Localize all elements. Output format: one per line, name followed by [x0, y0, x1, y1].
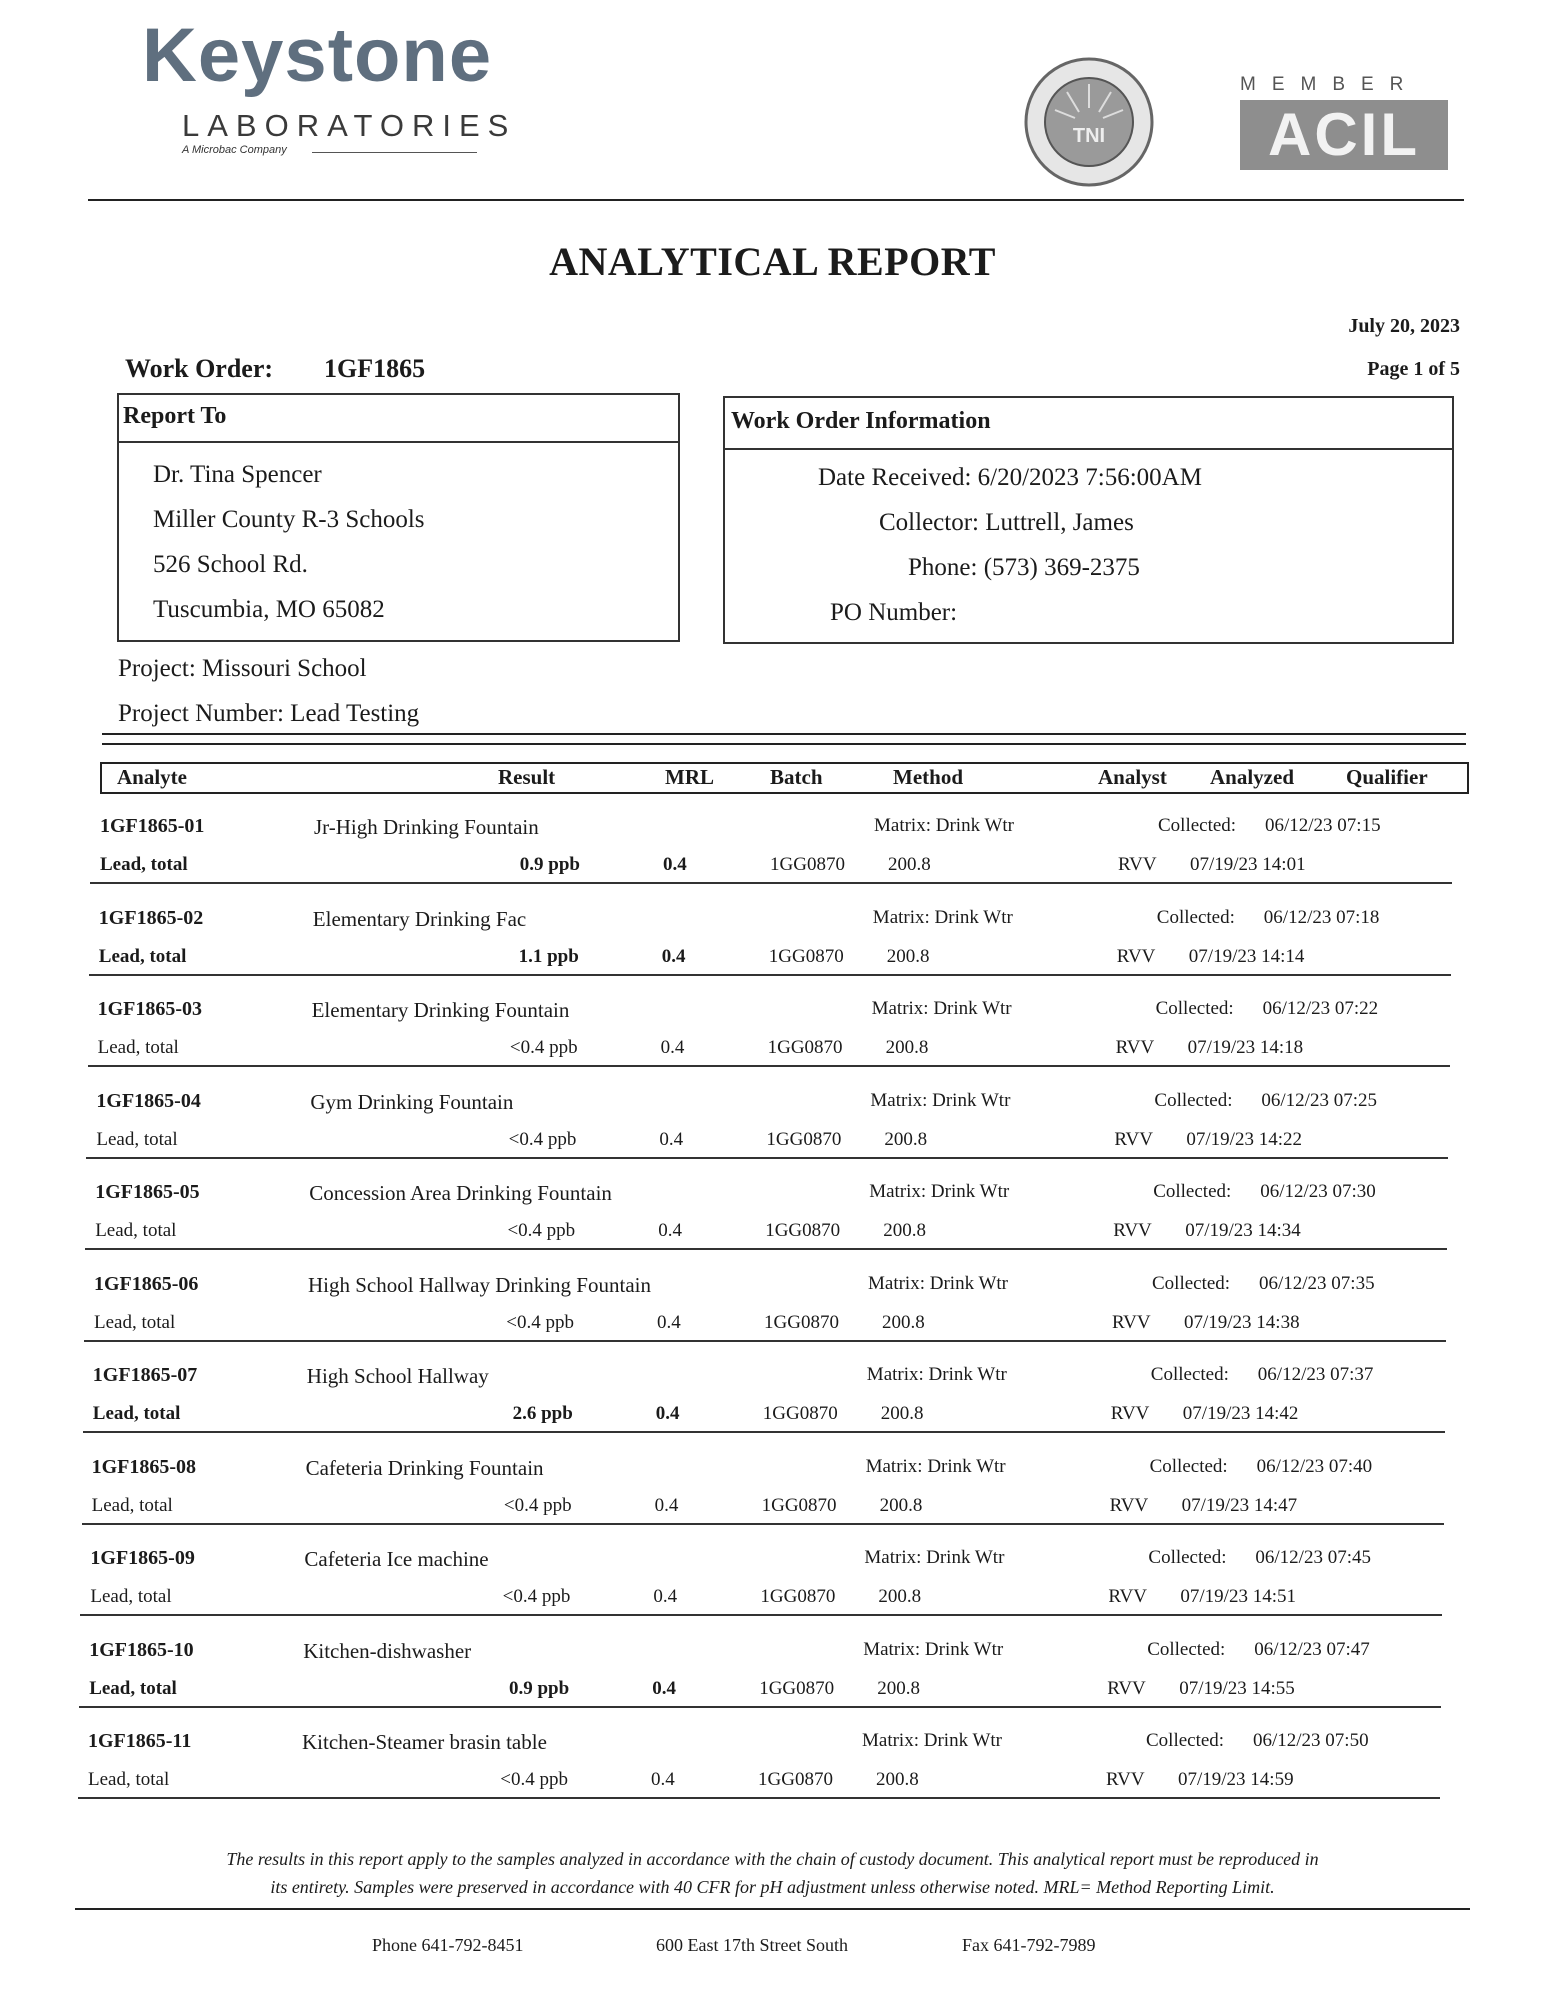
- col-header-method: Method: [893, 765, 963, 789]
- collected-datetime: 06/12/23 07:22: [1262, 998, 1379, 1019]
- sample-name: Concession Area Drinking Fountain: [309, 1181, 612, 1205]
- analyte-name: Lead, total: [96, 1128, 178, 1150]
- analyzed-datetime: 07/19/23 14:55: [1179, 1677, 1295, 1699]
- sample-name: Kitchen-Steamer brasin table: [302, 1730, 547, 1754]
- report-title: ANALYTICAL REPORT: [549, 239, 996, 284]
- row-divider: [79, 1706, 1441, 1708]
- sample-name: High School Hallway Drinking Fountain: [308, 1272, 651, 1297]
- analyzed-datetime: 07/19/23 14:01: [1190, 854, 1306, 875]
- work-order-info-header: [725, 398, 1452, 450]
- sample-matrix: Matrix: Drink Wtr: [872, 906, 1013, 928]
- sample-matrix: Matrix: Drink Wtr: [862, 1730, 1003, 1751]
- analyte-name: Lead, total: [90, 1586, 172, 1607]
- batch-id: 1GG0870: [766, 1128, 842, 1150]
- result-value: <0.4 ppb: [506, 1311, 574, 1333]
- analyte-name: Lead, total: [94, 1311, 176, 1333]
- company-logo-wordmark: Keystone: [142, 13, 493, 98]
- method-code: 200.8: [876, 1769, 919, 1790]
- sample-id: 1GF1865-10: [89, 1638, 194, 1661]
- collected-datetime: 06/12/23 07:40: [1256, 1455, 1373, 1477]
- mrl-value: 0.4: [655, 1403, 680, 1424]
- collected-label: Collected:: [1152, 1272, 1231, 1294]
- sample-name: Gym Drinking Fountain: [310, 1089, 514, 1114]
- mrl-value: 0.4: [654, 1494, 679, 1516]
- row-divider: [88, 1065, 1450, 1067]
- seal-center-text: TNI: [1072, 125, 1106, 147]
- footer-phone: Phone 641-792-8451: [372, 1935, 524, 1955]
- analyzed-datetime: 07/19/23 14:38: [1184, 1311, 1300, 1333]
- row-divider: [84, 1340, 1446, 1342]
- method-code: 200.8: [884, 1128, 928, 1150]
- result-value: <0.4 ppb: [509, 1037, 578, 1058]
- mrl-value: 0.4: [653, 1586, 678, 1607]
- analyst-initials: RVV: [1106, 1769, 1145, 1790]
- report-date: July 20, 2023: [1348, 315, 1460, 337]
- sample-matrix: Matrix: Drink Wtr: [864, 1547, 1005, 1568]
- analyst-initials: RVV: [1113, 1220, 1152, 1241]
- work-order-number: 1GF1865: [324, 354, 426, 383]
- collected-datetime: 06/12/23 07:15: [1265, 815, 1381, 836]
- acil-member-label: MEMBER: [1240, 74, 1420, 95]
- batch-id: 1GG0870: [765, 1220, 841, 1241]
- analyzed-datetime: 07/19/23 14:14: [1188, 945, 1305, 967]
- batch-id: 1GG0870: [768, 945, 844, 967]
- col-header-mrl: MRL: [665, 765, 714, 789]
- sample-id: 1GF1865-01: [100, 815, 205, 837]
- collected-label: Collected:: [1147, 1638, 1226, 1660]
- result-value: 0.9 ppb: [519, 854, 580, 875]
- batch-id: 1GG0870: [762, 1403, 838, 1424]
- sample-id: 1GF1865-11: [88, 1730, 192, 1752]
- report-to-heading: Report To: [123, 403, 227, 429]
- result-value: <0.4 ppb: [502, 1586, 571, 1607]
- work-order-label: Work Order:: [125, 354, 274, 383]
- report-to-city: Tuscumbia, MO 65082: [153, 596, 385, 623]
- analyte-name: Lead, total: [89, 1677, 177, 1699]
- analyst-initials: RVV: [1109, 1494, 1149, 1516]
- method-code: 200.8: [882, 1311, 925, 1333]
- batch-id: 1GG0870: [761, 1494, 837, 1516]
- sample-id: 1GF1865-02: [98, 906, 204, 929]
- result-value: 2.6 ppb: [512, 1403, 573, 1424]
- sample-name: Elementary Drinking Fountain: [311, 998, 570, 1022]
- sample-matrix: Matrix: Drink Wtr: [863, 1638, 1004, 1660]
- batch-id: 1GG0870: [760, 1586, 836, 1607]
- mrl-value: 0.4: [659, 1128, 684, 1150]
- analyte-name: Lead, total: [98, 945, 187, 967]
- mrl-value: 0.4: [663, 854, 687, 875]
- sample-id: 1GF1865-03: [97, 998, 203, 1020]
- analyte-name: Lead, total: [91, 1494, 173, 1516]
- table-top-rule-1: [102, 733, 1466, 735]
- date-received: Date Received: 6/20/2023 7:56:00AM: [818, 464, 1202, 491]
- sample-matrix: Matrix: Drink Wtr: [870, 1089, 1011, 1111]
- result-value: <0.4 ppb: [508, 1128, 577, 1150]
- mrl-value: 0.4: [661, 945, 686, 967]
- batch-id: 1GG0870: [758, 1769, 833, 1790]
- row-divider: [78, 1797, 1440, 1799]
- col-header-qualifier: Qualifier: [1346, 765, 1428, 789]
- sample-matrix: Matrix: Drink Wtr: [874, 815, 1015, 836]
- logo-divider: [312, 152, 477, 153]
- analyte-name: Lead, total: [95, 1220, 177, 1241]
- report-disclaimer: [140, 1845, 1405, 1901]
- project-number: Project Number: Lead Testing: [118, 700, 420, 727]
- col-header-analyzed: Analyzed: [1210, 765, 1294, 789]
- analyzed-datetime: 07/19/23 14:59: [1178, 1769, 1294, 1790]
- mrl-value: 0.4: [651, 1769, 675, 1790]
- mrl-value: 0.4: [660, 1037, 685, 1058]
- analyzed-datetime: 07/19/23 14:22: [1186, 1128, 1302, 1150]
- result-value: <0.4 ppb: [507, 1220, 576, 1241]
- sample-name: Cafeteria Ice machine: [304, 1547, 489, 1571]
- collected-datetime: 06/12/23 07:37: [1257, 1364, 1374, 1385]
- method-code: 200.8: [877, 1677, 920, 1699]
- report-to-organization: Miller County R-3 Schools: [153, 506, 425, 533]
- sample-id: 1GF1865-09: [90, 1547, 195, 1569]
- collected-label: Collected:: [1155, 998, 1234, 1019]
- header-rule: [88, 199, 1464, 201]
- disclaimer-line-2: its entirety. Samples were preserved in accordance with 40 CFR for pH adjustment unless otherwise noted. MRL= Method Reporting Limit.: [270, 1877, 1275, 1897]
- row-divider: [90, 882, 1452, 884]
- analyzed-datetime: 07/19/23 14:18: [1187, 1037, 1304, 1058]
- result-value: <0.4 ppb: [503, 1494, 572, 1516]
- collected-datetime: 06/12/23 07:50: [1253, 1730, 1369, 1751]
- method-code: 200.8: [879, 1494, 923, 1516]
- collected-label: Collected:: [1148, 1547, 1227, 1568]
- footer-rule: [75, 1908, 1470, 1910]
- collected-label: Collected:: [1146, 1730, 1225, 1751]
- row-divider: [80, 1614, 1442, 1616]
- sample-id: 1GF1865-06: [94, 1272, 199, 1295]
- sample-id: 1GF1865-05: [95, 1181, 200, 1203]
- result-value: 0.9 ppb: [508, 1677, 570, 1699]
- analyst-initials: RVV: [1114, 1128, 1153, 1150]
- sample-name: Kitchen-dishwasher: [303, 1638, 472, 1663]
- sample-matrix: Matrix: Drink Wtr: [871, 998, 1012, 1019]
- sample-name: Elementary Drinking Fac: [312, 906, 527, 931]
- collected-label: Collected:: [1150, 1364, 1229, 1385]
- table-top-rule-2: [102, 743, 1466, 745]
- sample-matrix: Matrix: Drink Wtr: [868, 1272, 1009, 1294]
- col-header-analyst: Analyst: [1098, 765, 1167, 789]
- report-to-street: 526 School Rd.: [153, 551, 308, 578]
- sample-id: 1GF1865-08: [91, 1455, 197, 1478]
- mrl-value: 0.4: [657, 1311, 681, 1333]
- sample-name: High School Hallway: [306, 1364, 489, 1388]
- collected-datetime: 06/12/23 07:35: [1259, 1272, 1375, 1294]
- collected-datetime: 06/12/23 07:45: [1255, 1547, 1371, 1568]
- method-code: 200.8: [888, 854, 931, 875]
- footer-address: 600 East 17th Street South: [656, 1935, 848, 1955]
- batch-id: 1GG0870: [764, 1311, 839, 1333]
- collected-datetime: 06/12/23 07:25: [1261, 1089, 1377, 1111]
- collected-label: Collected:: [1153, 1181, 1232, 1202]
- page-number: Page 1 of 5: [1367, 358, 1460, 380]
- mrl-value: 0.4: [658, 1220, 682, 1241]
- method-code: 200.8: [886, 945, 930, 967]
- report-to-box: [117, 393, 680, 642]
- analyst-initials: RVV: [1110, 1403, 1150, 1424]
- work-order-info-box: [723, 396, 1454, 644]
- disclaimer-line-1: The results in this report apply to the samples analyzed in accordance with the chain of custody document. This analytical report must be reproduced in: [226, 1849, 1319, 1869]
- analyst-initials: RVV: [1116, 945, 1156, 967]
- analyzed-datetime: 07/19/23 14:34: [1185, 1220, 1301, 1241]
- analyst-initials: RVV: [1115, 1037, 1155, 1058]
- row-divider: [86, 1157, 1448, 1159]
- method-code: 200.8: [883, 1220, 926, 1241]
- collected-label: Collected:: [1158, 815, 1237, 836]
- analyst-initials: RVV: [1112, 1311, 1151, 1333]
- report-to-name: Dr. Tina Spencer: [153, 461, 322, 488]
- po-number: PO Number:: [830, 599, 958, 626]
- collected-datetime: 06/12/23 07:30: [1260, 1181, 1376, 1202]
- analyzed-datetime: 07/19/23 14:51: [1180, 1586, 1296, 1607]
- collected-datetime: 06/12/23 07:18: [1263, 906, 1380, 928]
- nelap-accreditation-seal: [1023, 56, 1155, 188]
- collected-label: Collected:: [1149, 1455, 1228, 1477]
- collector-phone: Phone: (573) 369-2375: [908, 554, 1140, 581]
- analyst-initials: RVV: [1107, 1677, 1146, 1699]
- result-value: <0.4 ppb: [500, 1769, 568, 1790]
- company-logo-laboratories: LABORATORIES: [182, 108, 517, 143]
- project-name: Project: Missouri School: [118, 655, 367, 682]
- work-order-info-heading: Work Order Information: [731, 408, 991, 434]
- sample-id: 1GF1865-07: [92, 1364, 198, 1386]
- sample-name: Jr-High Drinking Fountain: [314, 815, 539, 839]
- analyte-name: Lead, total: [88, 1769, 170, 1790]
- acil-logo: ACIL: [1240, 100, 1448, 170]
- result-value: 1.1 ppb: [518, 945, 579, 967]
- batch-id: 1GG0870: [767, 1037, 843, 1058]
- sample-id: 1GF1865-04: [96, 1089, 201, 1112]
- col-header-analyte: Analyte: [117, 765, 187, 789]
- analyst-initials: RVV: [1108, 1586, 1147, 1607]
- report-to-header: [119, 395, 678, 443]
- row-divider: [85, 1248, 1447, 1250]
- collected-datetime: 06/12/23 07:47: [1254, 1638, 1370, 1660]
- analyte-name: Lead, total: [92, 1403, 181, 1424]
- analyst-initials: RVV: [1118, 854, 1157, 875]
- sample-name: Cafeteria Drinking Fountain: [305, 1455, 544, 1480]
- analyte-name: Lead, total: [97, 1037, 179, 1058]
- analyzed-datetime: 07/19/23 14:42: [1182, 1403, 1299, 1424]
- mrl-value: 0.4: [652, 1677, 676, 1699]
- footer-fax: Fax 641-792-7989: [962, 1935, 1096, 1955]
- batch-id: 1GG0870: [759, 1677, 835, 1699]
- method-code: 200.8: [880, 1403, 924, 1424]
- method-code: 200.8: [878, 1586, 922, 1607]
- row-divider: [89, 974, 1451, 976]
- analyzed-datetime: 07/19/23 14:47: [1181, 1494, 1298, 1516]
- collector: Collector: Luttrell, James: [879, 509, 1134, 536]
- sample-matrix: Matrix: Drink Wtr: [866, 1364, 1007, 1385]
- analyte-name: Lead, total: [100, 854, 188, 875]
- method-code: 200.8: [885, 1037, 929, 1058]
- company-logo-tagline: A Microbac Company: [182, 144, 287, 156]
- batch-id: 1GG0870: [770, 854, 845, 875]
- sample-matrix: Matrix: Drink Wtr: [869, 1181, 1010, 1202]
- collected-label: Collected:: [1154, 1089, 1233, 1111]
- collected-label: Collected:: [1156, 906, 1235, 928]
- sample-matrix: Matrix: Drink Wtr: [865, 1455, 1006, 1477]
- col-header-batch: Batch: [770, 765, 823, 789]
- col-header-result: Result: [498, 765, 556, 789]
- row-divider: [82, 1523, 1444, 1525]
- row-divider: [83, 1431, 1445, 1433]
